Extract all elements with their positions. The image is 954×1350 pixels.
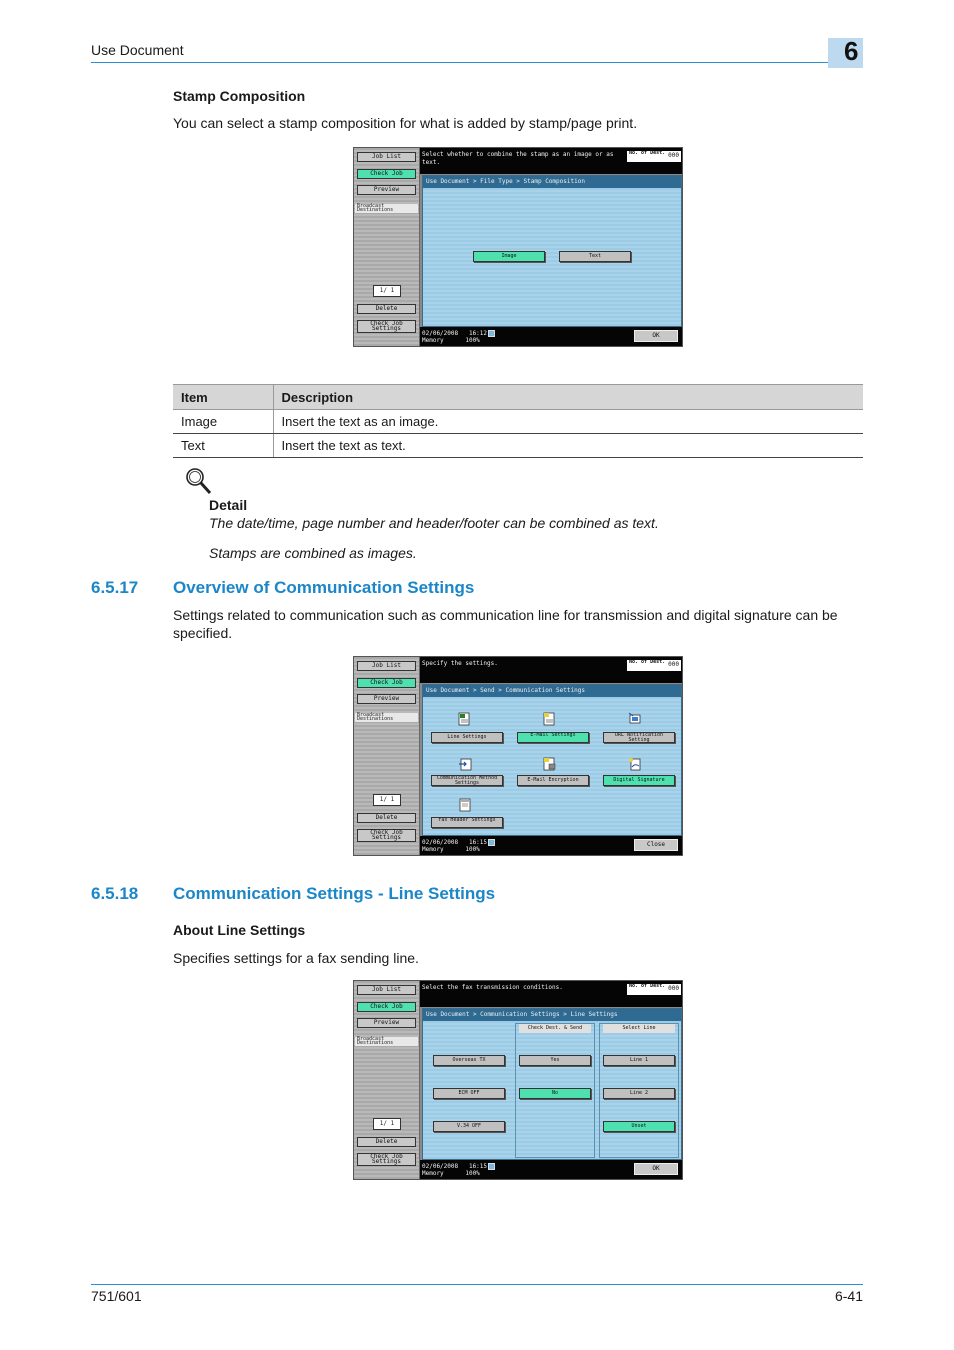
memory-icon <box>488 1163 495 1170</box>
table-cell-item: Image <box>173 410 273 434</box>
header-rule <box>91 62 863 63</box>
ecm-off-button[interactable]: ECM OFF <box>433 1088 505 1099</box>
running-header-title: Use Document <box>91 42 184 58</box>
url-notification-setting-button[interactable]: URL Notification Setting <box>603 732 675 743</box>
nod-label: No. of Dest. <box>629 659 666 665</box>
magnifier-icon <box>184 466 214 496</box>
communication-method-settings-button[interactable]: Communication Method Settings <box>431 775 503 786</box>
detail-line-2: Stamps are combined as images. <box>209 545 417 561</box>
memory-icon <box>488 330 495 337</box>
message-bar <box>420 657 683 683</box>
breadcrumb: Use Document > Send > Communication Settings <box>423 685 681 697</box>
delete-button[interactable]: Delete <box>357 304 416 314</box>
footer-model: 751/601 <box>91 1288 142 1304</box>
table-cell-description: Insert the text as text. <box>273 434 863 458</box>
number-of-destinations <box>627 984 681 995</box>
check-job-button[interactable]: Check Job <box>357 169 416 179</box>
breadcrumb: Use Document > File Type > Stamp Composition <box>423 176 681 188</box>
number-of-destinations <box>627 151 681 162</box>
about-line-settings-heading: About Line Settings <box>173 922 306 938</box>
v34-off-button[interactable]: V.34 OFF <box>433 1121 505 1132</box>
email-settings-icon <box>543 712 557 726</box>
check-job-settings-button[interactable]: Check Job Settings <box>357 1153 416 1166</box>
nod-label: No. of Dest. <box>629 983 666 989</box>
memory-icon <box>488 839 495 846</box>
delete-button[interactable]: Delete <box>357 813 416 823</box>
status-bar <box>420 327 683 347</box>
message-text: Specify the settings. <box>422 660 498 667</box>
ok-button[interactable]: OK <box>634 1163 678 1175</box>
page-indicator: 1/ 1 <box>373 794 401 806</box>
table-row <box>173 434 863 458</box>
line-2-button[interactable]: Line 2 <box>603 1088 675 1099</box>
status-bar <box>420 836 683 856</box>
main-panel <box>422 684 682 836</box>
check-dest-column <box>515 1023 595 1158</box>
detail-line-1: The date/time, page number and header/footer can be combined as text. <box>209 515 659 531</box>
main-panel <box>422 175 682 327</box>
job-list-button[interactable]: Job List <box>357 985 416 995</box>
no-button[interactable]: No <box>519 1088 591 1099</box>
line-settings-icon <box>458 712 472 726</box>
section-title-communication-settings: Overview of Communication Settings <box>173 578 475 597</box>
detail-title: Detail <box>209 497 248 513</box>
stamp-composition-heading: Stamp Composition <box>173 88 306 104</box>
table-row <box>173 410 863 434</box>
overseas-tx-button[interactable]: Overseas TX <box>433 1055 505 1066</box>
preview-button[interactable]: Preview <box>357 1018 416 1028</box>
close-button[interactable]: Close <box>634 839 678 851</box>
message-bar <box>420 981 683 1007</box>
fax-header-icon <box>458 798 472 812</box>
chapter-number: 6 <box>844 36 859 66</box>
ok-button[interactable]: OK <box>634 330 678 342</box>
screenshot-communication-settings <box>353 656 683 856</box>
check-job-button[interactable]: Check Job <box>357 678 416 688</box>
text-button[interactable]: Text <box>559 251 631 262</box>
section-title-line-settings: Communication Settings - Line Settings <box>173 884 496 903</box>
table-header-row <box>173 385 863 410</box>
date-time-memory: 02/06/2008 16:15 Memory 100% <box>422 1163 488 1177</box>
broadcast-destinations-label: Broadcast Destinations <box>355 1037 418 1046</box>
date-time-memory: 02/06/2008 16:15 Memory 100% <box>422 839 488 853</box>
email-encryption-button[interactable]: E-Mail Encryption <box>517 775 589 786</box>
number-of-destinations <box>627 660 681 671</box>
communication-method-icon <box>458 757 472 771</box>
broadcast-destinations-label: Broadcast Destinations <box>355 713 418 722</box>
section-number-6-5-17: 6.5.17 <box>91 578 139 597</box>
comm-intro-line-2: specified. <box>173 625 233 641</box>
check-job-settings-button[interactable]: Check Job Settings <box>357 829 416 842</box>
select-line-column <box>599 1023 679 1158</box>
table-cell-item: Text <box>173 434 273 458</box>
status-bar <box>420 1160 683 1180</box>
line-settings-intro: Specifies settings for a fax sending line. <box>173 950 419 966</box>
nod-label: No. of Dest. <box>629 150 666 156</box>
url-notification-icon <box>628 712 642 726</box>
comm-intro-line-1: Settings related to communication such as communication line for transmission and digital signature can be <box>173 607 838 623</box>
nod-value: 000 <box>668 985 679 992</box>
nod-value: 000 <box>668 661 679 668</box>
digital-signature-button[interactable]: Digital Signature <box>603 775 675 786</box>
nod-value: 000 <box>668 152 679 159</box>
date-time-memory: 02/06/2008 16:12 Memory 100% <box>422 330 488 344</box>
job-list-button[interactable]: Job List <box>357 152 416 162</box>
footer-rule <box>91 1284 863 1285</box>
stamp-composition-intro: You can select a stamp composition for what is added by stamp/page print. <box>173 115 638 131</box>
digital-signature-icon <box>628 757 642 771</box>
broadcast-destinations-label: Broadcast Destinations <box>355 204 418 213</box>
table-cell-description: Insert the text as an image. <box>273 410 863 434</box>
check-dest-send-header: Check Dest. & Send <box>519 1024 591 1033</box>
message-bar <box>420 148 683 174</box>
check-job-button[interactable]: Check Job <box>357 1002 416 1012</box>
preview-button[interactable]: Preview <box>357 694 416 704</box>
main-panel <box>422 1008 682 1160</box>
page-indicator: 1/ 1 <box>373 1118 401 1130</box>
select-line-header: Select Line <box>603 1024 675 1033</box>
table-header-item: Item <box>173 385 273 410</box>
message-text: Select whether to combine the stamp as an image or as text. <box>422 151 614 166</box>
delete-button[interactable]: Delete <box>357 1137 416 1147</box>
yes-button[interactable]: Yes <box>519 1055 591 1066</box>
job-list-button[interactable]: Job List <box>357 661 416 671</box>
line-settings-button[interactable]: Line Settings <box>431 732 503 743</box>
check-job-settings-button[interactable]: Check Job Settings <box>357 320 416 333</box>
screenshot-stamp-composition <box>353 147 683 347</box>
screenshot-line-settings <box>353 980 683 1180</box>
image-button[interactable]: Image <box>473 251 545 262</box>
fax-header-settings-button[interactable]: Fax Header Settings <box>431 817 503 828</box>
table-header-description: Description <box>273 385 863 410</box>
section-number-6-5-18: 6.5.18 <box>91 884 139 903</box>
preview-button[interactable]: Preview <box>357 185 416 195</box>
page-indicator: 1/ 1 <box>373 285 401 297</box>
footer-page-number: 6-41 <box>834 1288 863 1304</box>
email-encryption-icon <box>543 757 557 771</box>
line-1-button[interactable]: Line 1 <box>603 1055 675 1066</box>
stamp-item-table <box>173 384 863 458</box>
email-settings-button[interactable]: E-Mail Settings <box>517 732 589 743</box>
message-text: Select the fax transmission conditions. <box>422 984 563 991</box>
breadcrumb: Use Document > Communication Settings > Line Settings <box>423 1009 681 1021</box>
unset-button[interactable]: Unset <box>603 1121 675 1132</box>
